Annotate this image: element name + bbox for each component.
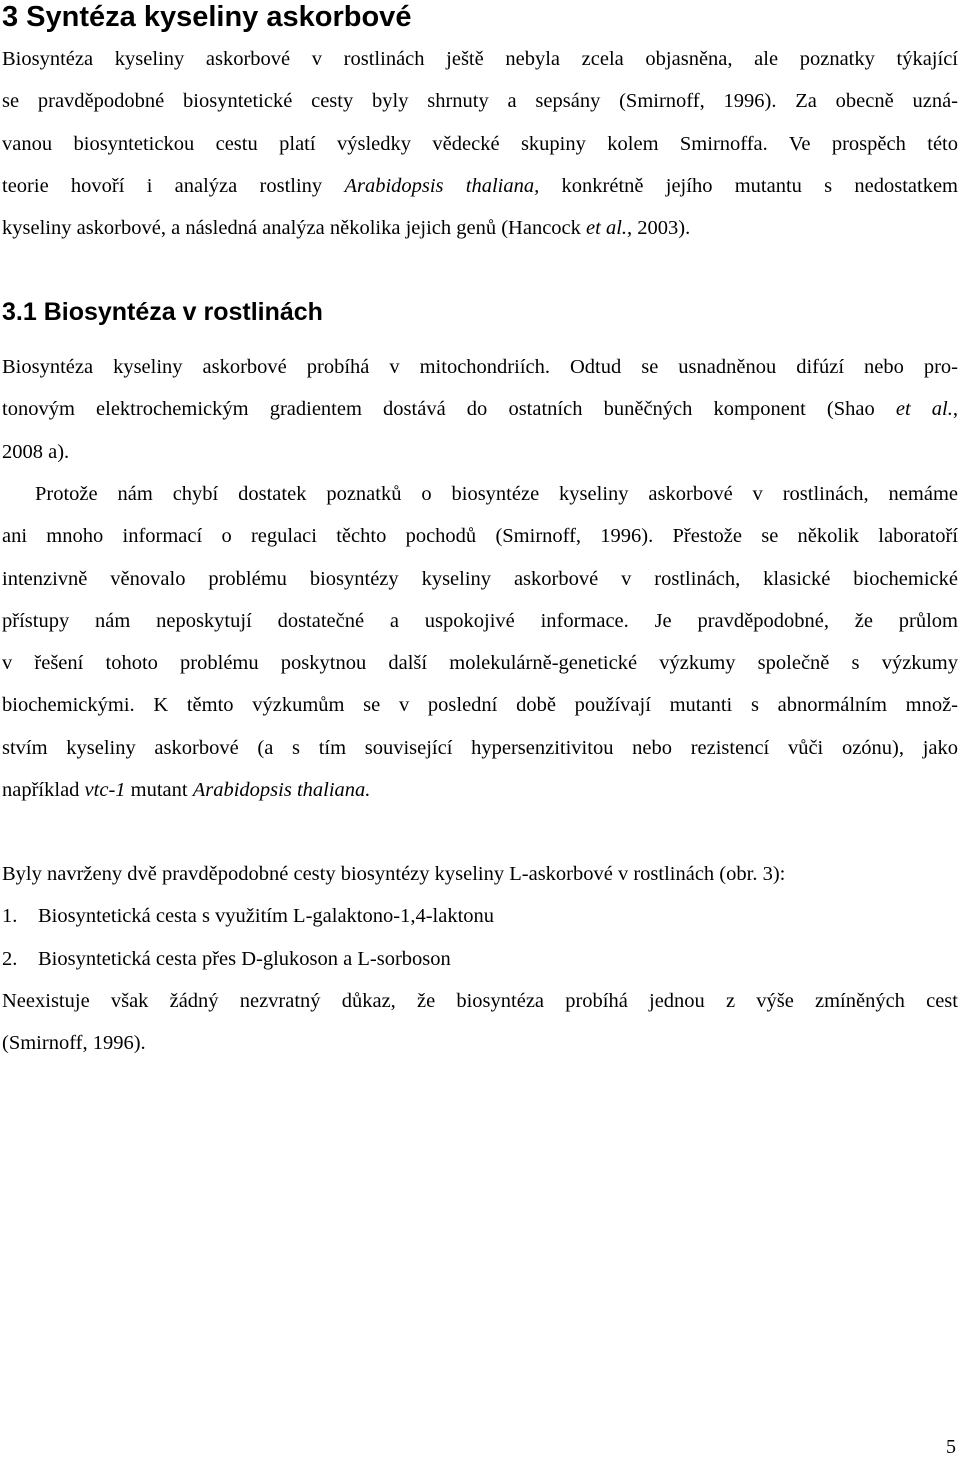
intro-paragraph: [2, 38, 958, 249]
section-paragraph-2: [2, 473, 958, 811]
text-line: [2, 388, 958, 430]
text-line: intenzivně věnovalo problému biosyntézy kyseliny askorbové v rostlinách, klasické biochemické: [2, 567, 958, 590]
text-line: stvím kyseliny askorbové (a s tím související hypersenzitivitou nebo rezistencí vůči ozónu), jako: [2, 736, 958, 759]
text-fragment: například: [2, 779, 85, 802]
text-line: ani mnoho informací o regulaci těchto pochodů (Smirnoff, 1996). Přestože se několik laboratoří: [2, 525, 958, 548]
list-item: [2, 938, 958, 980]
text-fragment: , 2003).: [627, 217, 691, 240]
text-line: Byly navrženy dvě pravděpodobné cesty biosyntézy kyseliny L-askorbové v rostlinách (obr. 3):: [2, 863, 786, 885]
text-line: vanou biosyntetickou cestu platí výsledky vědecké skupiny kolem Smirnoffa. Ve prospěch této: [2, 132, 958, 155]
mutant-name: vtc-1: [84, 779, 126, 802]
text-line: 2008 a).: [2, 440, 70, 463]
text-line: Biosyntéza kyseliny askorbové probíhá v mitochondriích. Odtud se usnadněnou difúzí nebo pro-: [2, 356, 958, 378]
text-fragment: ,: [952, 398, 958, 421]
list-number: 1.: [2, 905, 18, 928]
text-line: Biosyntéza kyseliny askorbové v rostlinách ještě nebyla zcela objasněna, ale poznatky týkající: [2, 48, 958, 70]
text-line: (Smirnoff, 1996).: [2, 1032, 146, 1055]
text-line: biochemickými. K těmto výzkumům se v poslední době používají mutanti s abnormálním množ-: [2, 694, 958, 717]
text-fragment: teorie hovoří i analýza rostliny: [2, 174, 345, 197]
section-paragraph-1: [2, 346, 958, 473]
text-fragment: kyseliny askorbové, a následná analýza několika jejich genů (Hancock: [2, 217, 587, 240]
text-line: v řešení tohoto problému poskytnou další molekulárně-genetické výzkumy společně s výzkumy: [2, 652, 958, 675]
section-paragraph-3: [2, 853, 958, 1064]
text-fragment: tonovým elektrochemickým gradientem dostává do ostatních buněčných komponent (Shao: [2, 398, 896, 421]
chapter-heading: 3 Syntéza kyseliny askorbové: [2, 1, 412, 33]
species-name: Arabidopsis thaliana,: [344, 174, 540, 197]
text-line: [2, 165, 958, 207]
text-line: [2, 769, 958, 811]
et-al: et al.: [586, 217, 628, 240]
text-line: Neexistuje však žádný nezvratný důkaz, že biosyntéza probíhá jednou z výše zmíněných cest: [2, 989, 958, 1012]
page-number: 5: [946, 1436, 956, 1458]
list-text: Biosyntetická cesta přes D-glukoson a L-sorboson: [38, 947, 451, 970]
text-line: se pravděpodobné biosyntetické cesty byly shrnuty a sepsány (Smirnoff, 1996). Za obecně uzná-: [2, 90, 958, 113]
list-item: [2, 895, 958, 937]
text-fragment: mutant: [125, 779, 193, 802]
text-line: přístupy nám neposkytují dostatečné a uspokojivé informace. Je pravděpodobné, že průlom: [2, 609, 958, 632]
et-al: et al.: [895, 398, 953, 421]
text-fragment: konkrétně jejího mutantu s nedostatkem: [539, 174, 958, 197]
text-line: [2, 207, 958, 249]
species-name: Arabidopsis thaliana.: [192, 779, 371, 802]
list-number: 2.: [2, 947, 18, 970]
list-text: Biosyntetická cesta s využitím L-galaktono-1,4-laktonu: [38, 905, 495, 928]
text-line: Protože nám chybí dostatek poznatků o biosyntéze kyseliny askorbové v rostlinách, nemáme: [35, 483, 958, 505]
section-heading: 3.1 Biosyntéza v rostlinách: [2, 298, 323, 326]
